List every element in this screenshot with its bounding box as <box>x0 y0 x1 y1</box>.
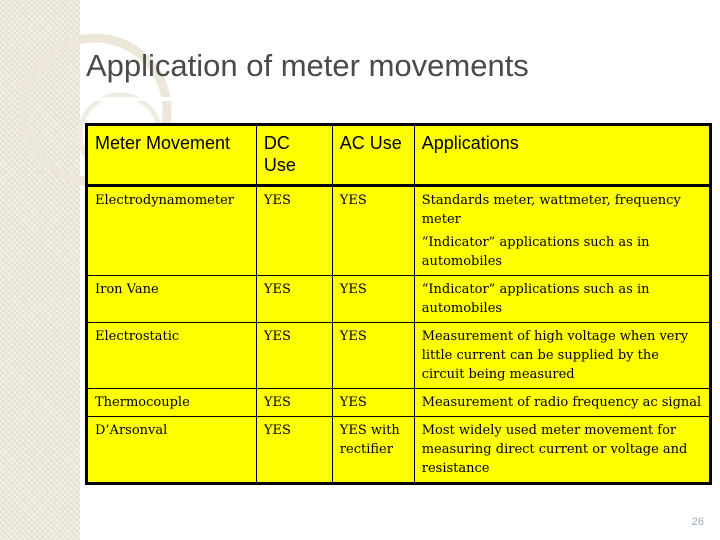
cell-ac-use: YES <box>332 389 414 417</box>
cell-applications: Most widely used meter movement for measuring direct current or voltage and resistance <box>414 417 710 484</box>
cell-applications: Measurement of radio frequency ac signal <box>414 389 710 417</box>
cell-applications: “Indicator” applications such as in automobiles <box>414 276 710 323</box>
table-row <box>87 186 711 276</box>
cell-ac-use: YES with rectifier <box>332 417 414 484</box>
cell-dc-use: YES <box>256 186 332 276</box>
table-header-row <box>87 125 711 186</box>
slide-title: Application of meter movements <box>86 48 529 83</box>
meter-movements-table <box>85 123 712 485</box>
cell-dc-use: YES <box>256 417 332 484</box>
cell-applications: Measurement of high voltage when very little current can be supplied by the circuit being measured <box>414 323 710 389</box>
cell-movement: Thermocouple <box>87 389 257 417</box>
table-row <box>87 389 711 417</box>
cell-ac-use: YES <box>332 276 414 323</box>
table-row <box>87 323 711 389</box>
cell-dc-use: YES <box>256 389 332 417</box>
cell-dc-use: YES <box>256 323 332 389</box>
cell-dc-use: YES <box>256 276 332 323</box>
cell-movement: Iron Vane <box>87 276 257 323</box>
header-dc-use: DC Use <box>256 125 332 186</box>
table-row <box>87 276 711 323</box>
header-ac-use: AC Use <box>332 125 414 186</box>
title-divider <box>86 97 720 101</box>
header-applications: Applications <box>414 125 710 186</box>
cell-movement: D’Arsonval <box>87 417 257 484</box>
cell-applications <box>414 186 710 276</box>
table-row <box>87 417 711 484</box>
cell-ac-use: YES <box>332 186 414 276</box>
application-line: Standards meter, wattmeter, frequency meter <box>421 193 681 227</box>
header-meter-movement: Meter Movement <box>87 125 257 186</box>
cell-movement: Electrostatic <box>87 323 257 389</box>
page-number: 26 <box>691 516 704 528</box>
cell-movement: Electrodynamometer <box>87 186 257 276</box>
application-line: “Indicator” applications such as in automobiles <box>421 235 650 269</box>
cell-ac-use: YES <box>332 323 414 389</box>
